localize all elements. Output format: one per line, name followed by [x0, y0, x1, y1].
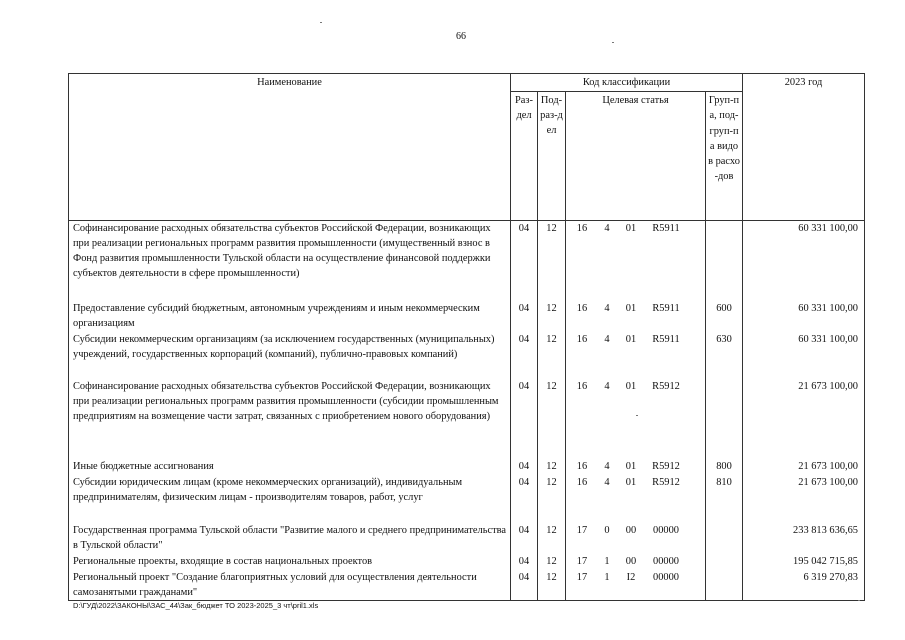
scan-speck: [858, 600, 860, 601]
ts-program: 16: [576, 223, 588, 234]
ts-program: 16: [576, 302, 588, 314]
row-sum: 60 331 100,00: [743, 332, 865, 379]
scan-speck: [320, 22, 322, 23]
ts-subprogram: 4: [604, 333, 610, 345]
ts-direction: R5912: [652, 380, 680, 392]
ts-subprogram: 4: [604, 223, 610, 234]
row-sum: 21 673 100,00: [743, 459, 865, 475]
header-target-article: Целевая статья: [566, 92, 706, 221]
ts-direction: R5911: [652, 223, 680, 234]
header-year: 2023 год: [743, 74, 865, 221]
ts-direction: 00000: [653, 555, 679, 567]
row-sum: 233 813 636,65: [743, 523, 865, 554]
ts-event: I2: [626, 571, 636, 583]
row-expense-group: 600: [706, 301, 743, 332]
row-sum: 6 319 270,83: [743, 570, 865, 601]
ts-subprogram: 1: [604, 555, 610, 567]
ts-event: 00: [625, 524, 637, 536]
row-target-article: [566, 459, 706, 475]
row-name: Субсидии некоммерческим организациям (за исключением государственных (муниципальных) учреждений, государственных корпораций (компаний), публично-правовых компаний): [69, 332, 511, 379]
row-name: Субсидии юридическим лицам (кроме некоммерческих организаций), индивидуальным предпринимателям, физическим лицам - производителям товаров, работ, услуг: [69, 475, 511, 523]
header-expense-group-label: Груп-па, под-груп-па видов расхо-дов: [708, 95, 740, 183]
ts-subprogram: 0: [604, 524, 610, 536]
row-podrazdel: 12: [538, 554, 566, 570]
row-target-article: [566, 221, 706, 301]
row-name: Государственная программа Тульской области "Развитие малого и среднего предпринимательства в Тульской области": [69, 523, 511, 554]
ts-subprogram: 4: [604, 380, 610, 392]
row-razdel: 04: [511, 459, 538, 475]
ts-subprogram: 4: [604, 460, 610, 472]
header-podrazdel: [538, 92, 566, 221]
ts-program: 17: [576, 524, 588, 536]
row-name: Иные бюджетные ассигнования: [69, 459, 511, 475]
row-razdel: 04: [511, 523, 538, 554]
row-expense-group: [706, 554, 743, 570]
scan-speck: [612, 42, 614, 43]
row-expense-group: 810: [706, 475, 743, 523]
footer-file-path: D:\ГУД\2022\ЗАКОНЫ\ЗАС_44\Зак_бюджет ТО 2023-2025_3 чт\pril1.xls: [73, 601, 319, 610]
row-expense-group: [706, 570, 743, 601]
row-target-article: [566, 523, 706, 554]
ts-program: 16: [576, 333, 588, 345]
row-expense-group: 800: [706, 459, 743, 475]
ts-program: 16: [576, 476, 588, 488]
header-row-1: [69, 74, 865, 92]
ts-subprogram: 1: [604, 571, 610, 583]
ts-event: 01: [625, 380, 637, 392]
row-target-article: [566, 379, 706, 459]
row-razdel: 04: [511, 221, 538, 301]
ts-subprogram: 4: [604, 476, 610, 488]
table-row: [69, 221, 865, 301]
header-expense-group: [706, 92, 743, 221]
ts-program: 16: [576, 380, 588, 392]
row-razdel: 04: [511, 570, 538, 601]
row-sum: 195 042 715,85: [743, 554, 865, 570]
ts-event: 01: [625, 460, 637, 472]
ts-event: 00: [625, 555, 637, 567]
ts-subprogram: 4: [604, 302, 610, 314]
row-podrazdel: 12: [538, 221, 566, 301]
row-expense-group: [706, 523, 743, 554]
row-podrazdel: 12: [538, 301, 566, 332]
row-sum: 60 331 100,00: [743, 221, 865, 301]
row-name: Региональный проект "Создание благоприятных условий для осуществления деятельности самозанятыми гражданами": [69, 570, 511, 601]
table-row: [69, 301, 865, 332]
page-number: 66: [456, 31, 466, 42]
ts-program: 16: [576, 460, 588, 472]
row-podrazdel: 12: [538, 475, 566, 523]
row-target-article: [566, 332, 706, 379]
table-body: [69, 221, 865, 601]
row-target-article: [566, 301, 706, 332]
row-sum: 21 673 100,00: [743, 379, 865, 459]
ts-event: 01: [625, 333, 637, 345]
row-target-article: [566, 570, 706, 601]
header-podrazdel-label: Под-раз-дел: [540, 95, 563, 136]
row-podrazdel: 12: [538, 523, 566, 554]
row-podrazdel: 12: [538, 570, 566, 601]
ts-direction: R5912: [652, 460, 680, 472]
table-row: [69, 570, 865, 601]
table-row: [69, 475, 865, 523]
ts-event: 01: [625, 302, 637, 314]
row-name: Софинансирование расходных обязательства субъектов Российской Федерации, возникающих при реализации региональных программ развития промышленности (имущественный взнос в Фонд развития промышленности Тульской области на осуществление финансовой поддержки субъектов деятельности в сфере промышленности): [69, 221, 511, 301]
header-razdel-label: Раз-дел: [515, 95, 533, 121]
row-name: Региональные проекты, входящие в состав национальных проектов: [69, 554, 511, 570]
row-razdel: 04: [511, 554, 538, 570]
ts-event: 01: [625, 476, 637, 488]
header-razdel: [511, 92, 538, 221]
header-code-group: Код классификации: [511, 74, 743, 92]
row-razdel: 04: [511, 379, 538, 459]
row-podrazdel: 12: [538, 459, 566, 475]
table-row: [69, 332, 865, 379]
row-razdel: 04: [511, 332, 538, 379]
table-row: [69, 379, 865, 459]
row-expense-group: [706, 221, 743, 301]
row-target-article: [566, 554, 706, 570]
row-expense-group: 630: [706, 332, 743, 379]
ts-direction: R5911: [652, 333, 680, 345]
row-podrazdel: 12: [538, 332, 566, 379]
table-row: [69, 523, 865, 554]
table-row: [69, 459, 865, 475]
ts-direction: R5911: [652, 302, 680, 314]
scan-speck: [636, 415, 638, 416]
row-expense-group: [706, 379, 743, 459]
ts-program: 17: [576, 571, 588, 583]
table-row: [69, 554, 865, 570]
row-sum: 21 673 100,00: [743, 475, 865, 523]
ts-direction: 00000: [653, 571, 679, 583]
row-sum: 60 331 100,00: [743, 301, 865, 332]
row-podrazdel: 12: [538, 379, 566, 459]
header-name: Наименование: [69, 74, 511, 221]
ts-direction: R5912: [652, 476, 680, 488]
ts-program: 17: [576, 555, 588, 567]
ts-event: 01: [625, 223, 637, 234]
row-razdel: 04: [511, 475, 538, 523]
row-target-article: [566, 475, 706, 523]
budget-table: [68, 73, 865, 601]
ts-direction: 00000: [653, 524, 679, 536]
row-name: Софинансирование расходных обязательства субъектов Российской Федерации, возникающих при реализации региональных программ развития промышленности (субсидии промышленным предприятиям на возмещение части затрат, связанных с приобретением нового оборудования): [69, 379, 511, 459]
row-name: Предоставление субсидий бюджетным, автономным учреждениям и иным некоммерческим организациям: [69, 301, 511, 332]
row-razdel: 04: [511, 301, 538, 332]
